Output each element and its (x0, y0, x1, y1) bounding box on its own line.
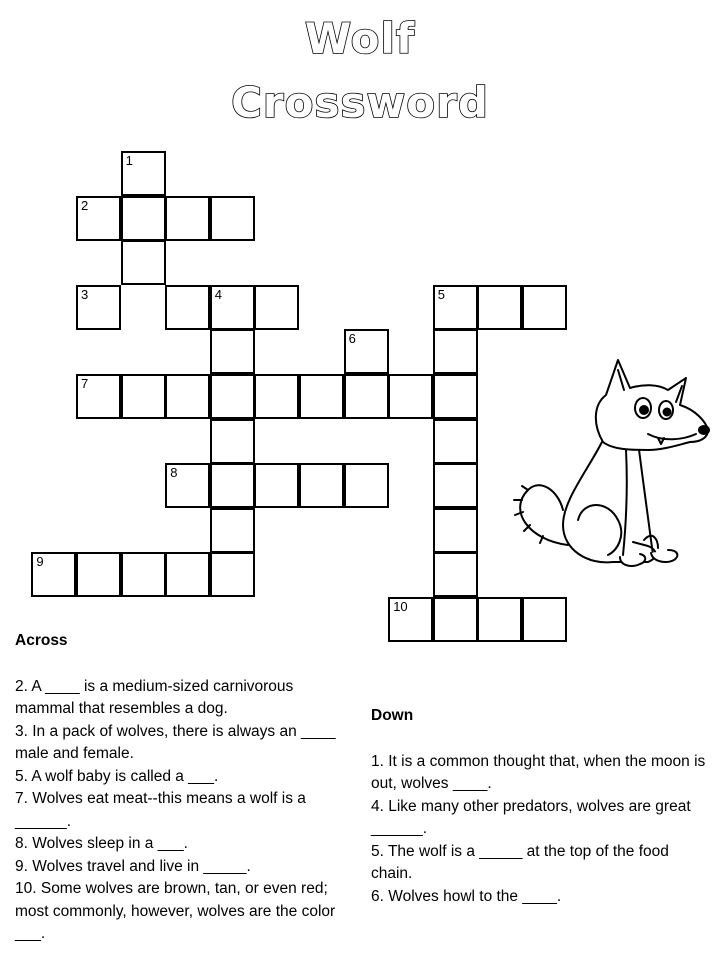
down-clue: 6. Wolves howl to the ____. (371, 887, 562, 905)
clue-number: 10 (393, 599, 408, 614)
across-clue: 5. A wolf baby is called a ___. (15, 767, 219, 785)
crossword-cell[interactable] (522, 285, 567, 330)
across-clue: 3. In a pack of wolves, there is always an ____ male and female. (15, 722, 336, 762)
clue-number: 7 (81, 376, 89, 391)
crossword-cell[interactable] (210, 463, 255, 508)
across-clues (15, 630, 340, 946)
crossword-cell[interactable] (254, 285, 299, 330)
clue-number: 6 (348, 331, 356, 347)
crossword-cell[interactable] (344, 374, 389, 419)
clue-number: 1 (125, 153, 133, 168)
title-line-2: Crossword (231, 78, 489, 127)
crossword-cell[interactable] (76, 285, 121, 330)
across-clue: 8. Wolves sleep in a ___. (15, 835, 188, 852)
crossword-cell[interactable] (121, 552, 166, 597)
crossword-cell[interactable] (433, 463, 478, 508)
down-clue: 4. Like many other predators, wolves are great ______. (371, 797, 691, 837)
crossword-cell[interactable] (165, 196, 210, 241)
crossword-cell[interactable] (210, 285, 255, 330)
across-clue: 10. Some wolves are brown, tan, or even red; most commonly, however, wolves are the color ___. (15, 880, 336, 942)
crossword-cell[interactable] (31, 552, 76, 597)
clue-number: 8 (170, 465, 178, 481)
down-clue: 5. The wolf is a _____ at the top of the food chain. (371, 842, 669, 882)
crossword-cell[interactable] (344, 463, 389, 508)
crossword-cell[interactable] (433, 285, 478, 330)
crossword-cell[interactable] (165, 552, 210, 597)
crossword-cell[interactable] (433, 597, 478, 642)
crossword-cell[interactable] (299, 374, 344, 419)
crossword-cell[interactable] (433, 552, 478, 597)
crossword-cell[interactable] (210, 419, 255, 464)
crossword-cell[interactable] (210, 196, 255, 241)
crossword-cell[interactable] (121, 196, 166, 241)
crossword-cell[interactable] (165, 285, 210, 330)
crossword-cell[interactable] (433, 508, 478, 553)
down-clue: 1. It is a common thought that, when the moon is out, wolves ____. (371, 752, 706, 792)
crossword-cell[interactable] (433, 374, 478, 419)
crossword-cell[interactable] (76, 196, 121, 241)
wolf-illustration-icon (508, 350, 713, 585)
crossword-cell[interactable] (210, 329, 255, 374)
crossword-cell[interactable] (388, 374, 433, 419)
crossword-cell[interactable] (388, 597, 433, 642)
crossword-cell[interactable] (477, 597, 522, 642)
down-clues (371, 705, 711, 908)
across-clue: 7. Wolves eat meat--this means a wolf is a ______. (15, 790, 306, 830)
crossword-cell[interactable] (433, 329, 478, 374)
crossword-cell[interactable] (210, 508, 255, 553)
clue-number: 9 (36, 554, 44, 570)
crossword-cell[interactable] (210, 374, 255, 419)
across-clue: 9. Wolves travel and live in _____. (15, 857, 251, 875)
down-heading: Down (371, 707, 414, 724)
crossword-cell[interactable] (76, 374, 121, 419)
title-line-1: Wolf (304, 14, 416, 63)
crossword-cell[interactable] (165, 374, 210, 419)
crossword-cell[interactable] (121, 240, 166, 285)
clue-number: 5 (437, 286, 446, 302)
crossword-cell[interactable] (433, 419, 478, 464)
crossword-cell[interactable] (76, 552, 121, 597)
crossword-cell[interactable] (165, 463, 210, 508)
crossword-cell[interactable] (254, 463, 299, 508)
crossword-cell[interactable] (254, 374, 299, 419)
crossword-cell[interactable] (121, 151, 166, 196)
crossword-cell[interactable] (477, 285, 522, 330)
crossword-cell[interactable] (522, 597, 567, 642)
crossword-cell[interactable] (210, 552, 255, 597)
clue-number: 2 (81, 197, 89, 213)
across-heading: Across (15, 632, 68, 649)
across-clue: 2. A ____ is a medium-sized carnivorous mammal that resembles a dog. (15, 677, 294, 717)
crossword-cell[interactable] (299, 463, 344, 508)
clue-number: 4 (214, 286, 223, 302)
clue-number: 3 (81, 286, 89, 302)
crossword-cell[interactable] (121, 374, 166, 419)
crossword-cell[interactable] (344, 329, 389, 374)
